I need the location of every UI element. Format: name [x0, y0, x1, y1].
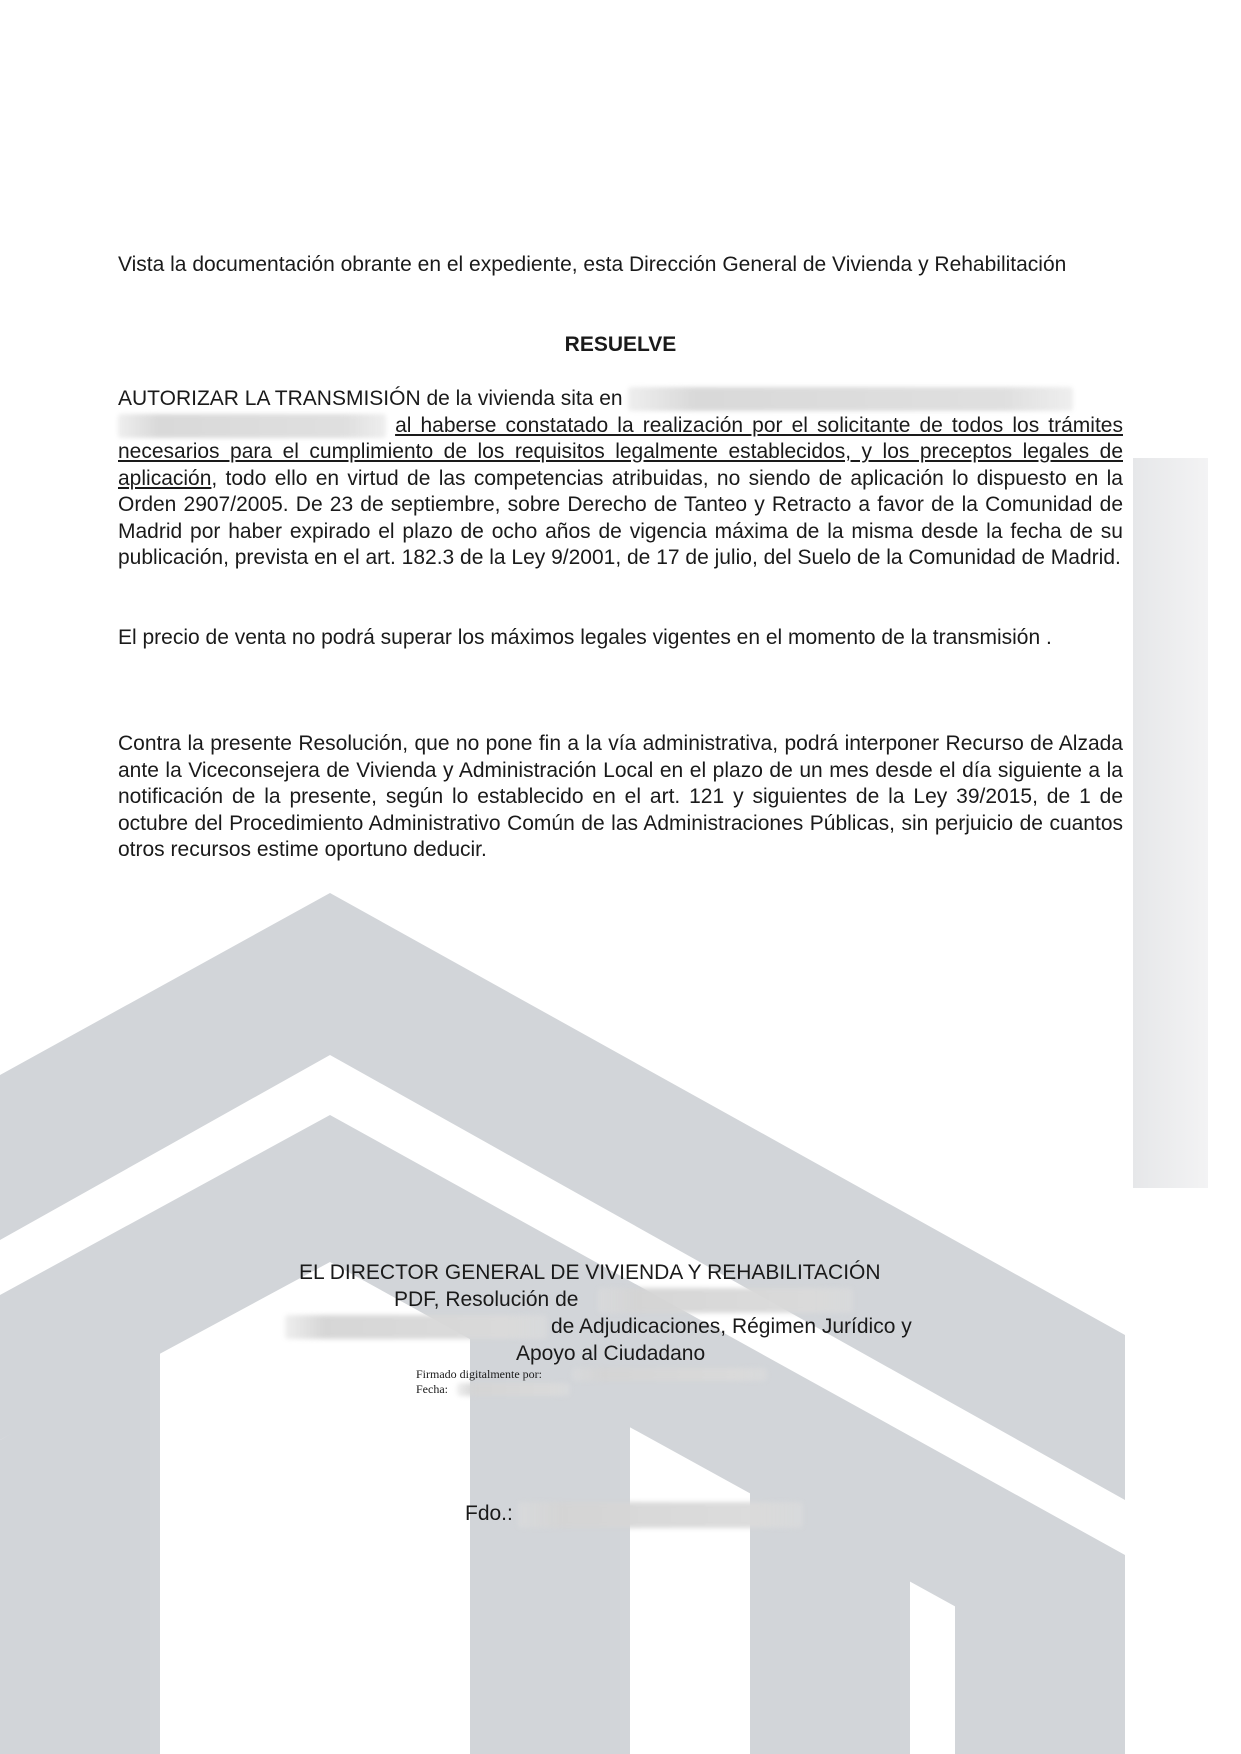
- intro-paragraph: Vista la documentación obrante en el expediente, esta Dirección General de Vivienda y Rehabilitación: [118, 253, 1067, 276]
- redacted-signer-name: [572, 1368, 767, 1381]
- redacted-signer-fdo: [518, 1502, 803, 1528]
- authorization-underlined: al haberse constatado la realización por el solicitante de todos los trámites necesarios para el cumplimiento de los requisitos legalmente establecidos, y los preceptos legales de aplicación: [118, 413, 1123, 490]
- authorization-paragraph: [118, 386, 1123, 572]
- signature-line-3: de Adjudicaciones, Régimen Jurídico y: [551, 1315, 912, 1338]
- signature-line-4: Apoyo al Ciudadano: [516, 1342, 706, 1365]
- signature-line-2: [394, 1287, 578, 1313]
- redacted-address: [628, 387, 1073, 411]
- signature-line-2-text: PDF, Resolución de: [394, 1288, 579, 1311]
- authorization-lead: AUTORIZAR LA TRANSMISIÓN de la vivienda sita en: [118, 387, 623, 410]
- redacted-department: [285, 1315, 547, 1339]
- appeal-paragraph: Contra la presente Resolución, que no pone fin a la vía administrativa, podrá interponer Recurso de Alzada ante la Viceconsejera de Vivienda y Administración Local en el plazo de un mes desde el día siguiente a la notificación de la presente, según lo establecido en el art. 121 y siguientes de la Ley 39/2015, de 1 de octubre del Procedimiento Administrativo Común de las Administraciones Públicas, sin perjuicio de cuantos otros recursos estime oportuno deducir.: [118, 732, 1123, 861]
- signature-date-label: Fecha:: [416, 1382, 448, 1396]
- redacted-resolution-ref: [598, 1288, 853, 1313]
- fdo-label: Fdo.:: [465, 1502, 513, 1525]
- redacted-address-continued: [118, 414, 386, 438]
- redacted-signature-date: [457, 1383, 570, 1396]
- signature-title: EL DIRECTOR GENERAL DE VIVIENDA Y REHABILITACIÓN: [299, 1261, 881, 1284]
- resolution-heading: RESUELVE: [564, 333, 677, 356]
- authorization-rest: , todo ello en virtud de las competencias atribuidas, no siendo de aplicación lo dispuesto en la Orden 2907/2005. De 23 de septiembre, sobre Derecho de Tanteo y Retracto a favor de la Comunidad de Madrid por haber expirado el plazo de ocho años de vigencia máxima de la misma desde la fecha de su publicación, prevista en el art. 182.3 de la Ley 9/2001, de 17 de julio, del Suelo de la Comunidad de Madrid.: [118, 466, 1123, 569]
- price-paragraph: El precio de venta no podrá superar los máximos legales vigentes en el momento de la transmisión .: [118, 626, 1052, 649]
- digital-signature-label: Firmado digitalmente por:: [416, 1367, 542, 1381]
